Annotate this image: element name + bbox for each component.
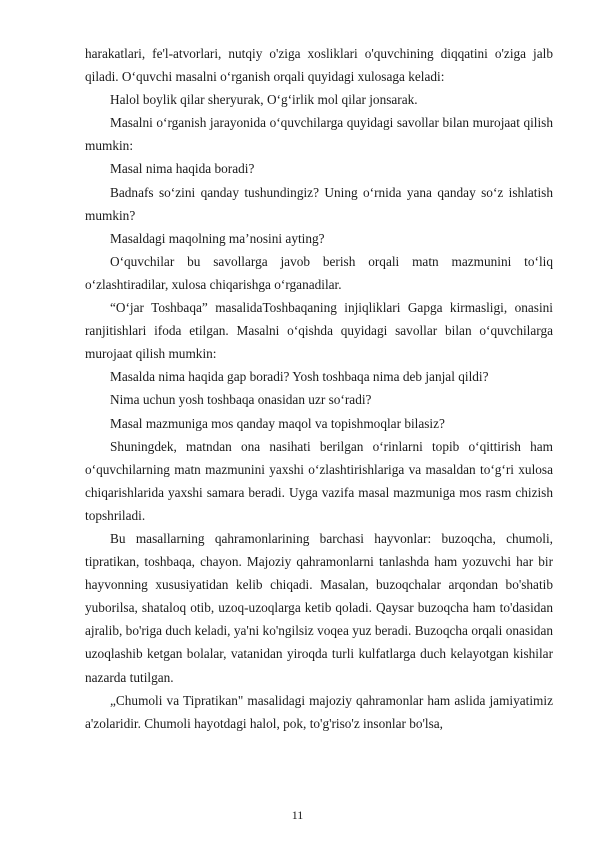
paragraph: Badnafs so‘zini qanday tushundingiz? Uning o‘rnida yana qanday so‘z ishlatish mumkin?	[85, 184, 553, 223]
paragraph: Bu masallarning qahramonlarining barchasi hayvonlar: buzoqcha, chumoli, tipratikan, toshbaqa, chayon. Majoziy qahramonlarni tanlashda ham yozuvchi har bir hayvonning xususiyatidan kelib chiqadi. Masalan, buzoqchalar arqondan bo'shatib yuborilsa, shataloq otib, uzoq-uzoqlarga ketib qoladi. Qaysar buzoqcha ham to'dasidan ajralib, bo'riga duch keladi, ya'ni ko'ngilsiz voqea yuz beradi. Buzoqcha orqali onasidan uzoqlashib ketgan bolalar, vatanidan yiroqda turli kulfatlarga duch kelayotgan kishilar nazarda tutilgan.	[85, 530, 553, 685]
document-page	[85, 42, 553, 735]
paragraph: Masal nima haqida boradi?	[110, 161, 255, 177]
page-number: 11	[291, 808, 304, 822]
paragraph: O‘quvchilar bu savollarga javob berish orqali matn mazmunini to‘liq o‘zlashtiradilar, xulosa chiqarishga o‘rganadilar.	[85, 253, 553, 292]
paragraph: Nima uchun yosh toshbaqa onasidan uzr so‘radi?	[110, 392, 372, 408]
paragraph: Masaldagi maqolning ma’nosini ayting?	[110, 230, 325, 246]
paragraph: Masalni o‘rganish jarayonida o‘quvchilarga quyidagi savollar bilan murojaat qilish mumkin:	[85, 115, 553, 154]
paragraph: “O‘jar Toshbaqa” masalidaToshbaqaning injiqliklari Gapga kirmasligi, onasini ranjitishlari ifoda etilgan. Masalni o‘qishda quyidagi savollar bilan o‘quvchilarga murojaat qilish mumkin:	[85, 300, 553, 362]
paragraph: Masal mazmuniga mos qanday maqol va topishmoqlar bilasiz?	[110, 415, 445, 431]
paragraph: Halol boylik qilar sheryurak, O‘g‘irlik mol qilar jonsarak.	[110, 92, 418, 108]
paragraph: Shuningdek, matndan ona nasihati berilgan o‘rinlarni topib o‘qittirish ham o‘quvchilarning matn mazmunini yaxshi o‘zlashtirishlariga va masaldan to‘g‘ri xulosa chiqarishlarida yaxshi samara beradi. Uyga vazifa masal mazmuniga mos rasm chizish topshriladi.	[85, 438, 553, 523]
paragraph: „Chumoli va Tipratikan" masalidagi majoziy qahramonlar ham aslida jamiyatimiz a'zolaridir. Chumoli hayotdagi halol, pok, to'g'riso'z insonlar bo'lsa,	[85, 692, 553, 731]
paragraph: Masalda nima haqida gap boradi? Yosh toshbaqa nima deb janjal qildi?	[110, 369, 489, 385]
paragraph: harakatlari, fe'l-atvorlari, nutqiy o'ziga xosliklari o'quvchining diqqatini o'ziga jalb qiladi. O‘quvchi masalni o‘rganish orqali quyidagi xulosaga keladi:	[85, 46, 553, 85]
